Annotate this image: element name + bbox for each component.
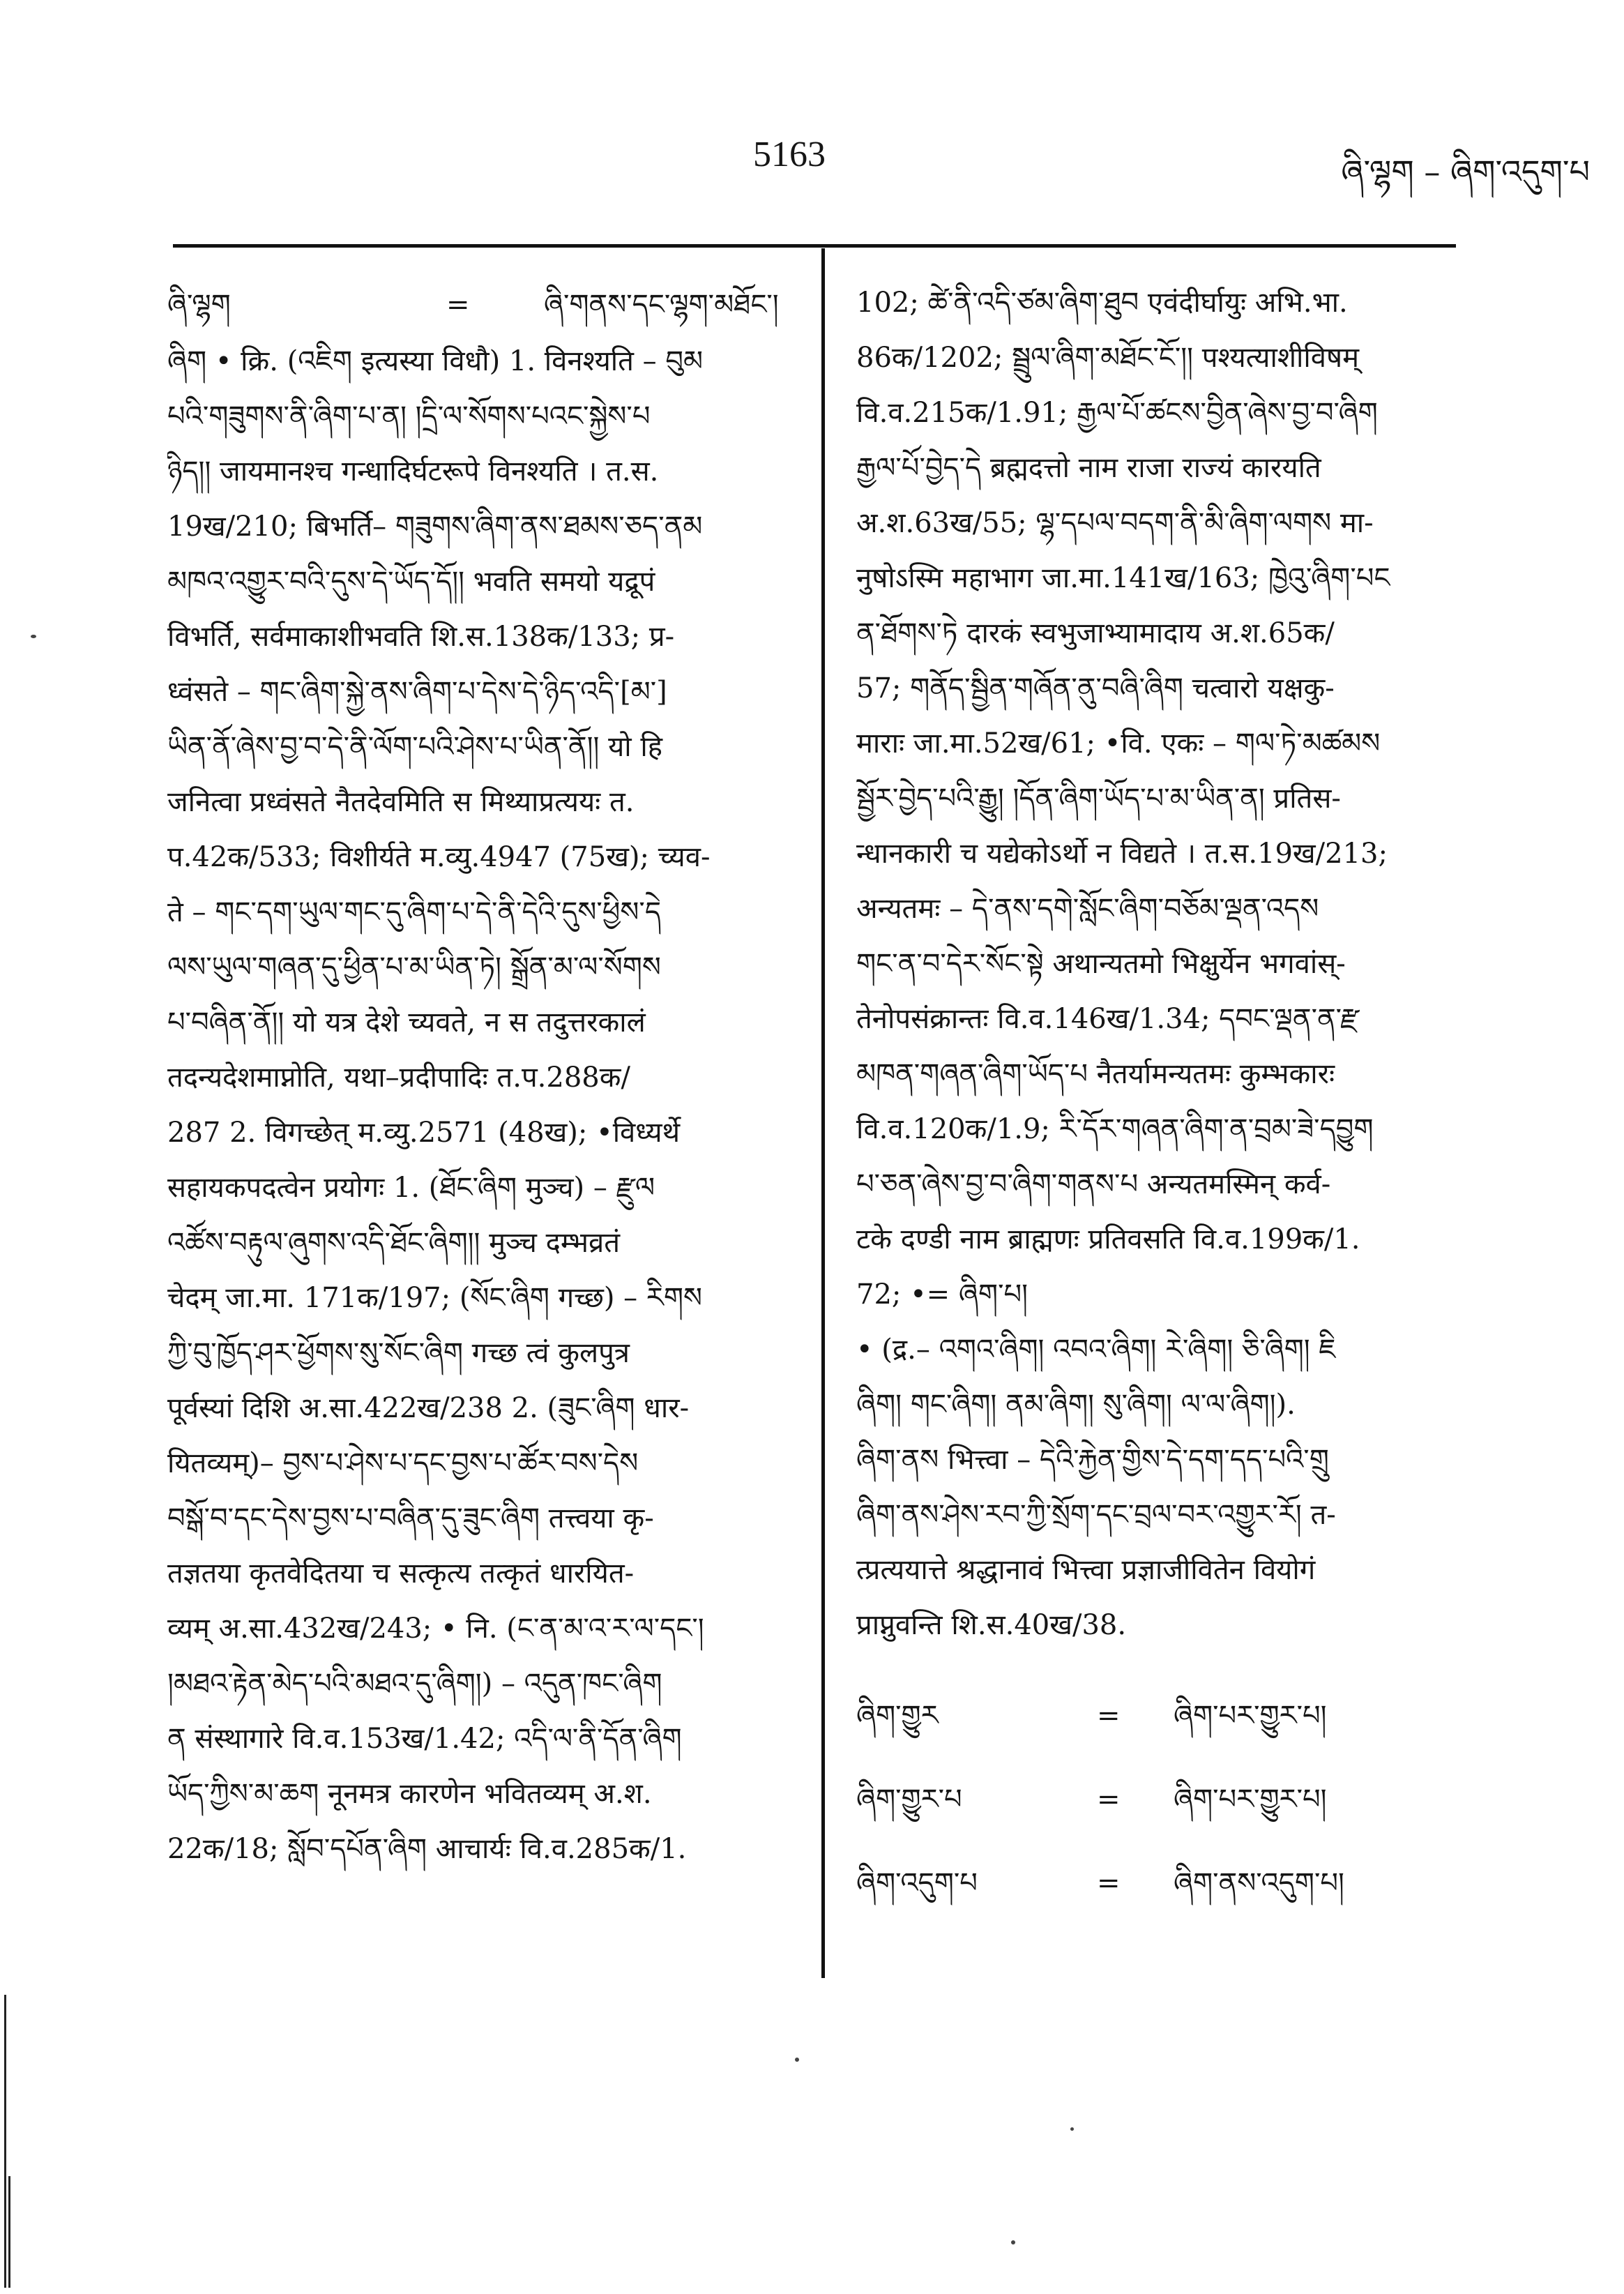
text-line: ཀྱི་བུ་ཁྱོད་ཤར་ཕྱོགས་སུ་སོང་ཞིག गच्छ त्वं कुलपुत्र — [167, 1337, 630, 1369]
text-line: ཡིན་ནོ་ཞེས་བྱ་བ་དེ་ནི་ལོག་པའི་ཤེས་པ་ཡིན་ནོ།། यो हि — [167, 731, 662, 763]
text-line: व्यम् अ.सा.432ख/243; • नि. (ང་ན་མ་འ་ར་ལ་དང་། — [167, 1613, 704, 1645]
cross-ref-headword: ཞིག་འདུག་པ — [856, 1866, 978, 1899]
text-line: माराः जा.मा.52ख/61; •वि. एकः – གལ་ཏེ་མཚམས — [856, 727, 1381, 760]
scan-margin-mark — [4, 1995, 6, 2288]
text-line: །མཐའ་རྟེན་མེད་པའི་མཐའ་དུ་ཞིག།) – འདུན་ཁང་ཞིག — [167, 1668, 662, 1700]
text-line: • (द्र.– འགའ་ཞིག། འབའ་ཞིག། རེ་ཞིག། ཅི་ཞིག། ཇི — [856, 1334, 1336, 1366]
text-line: 72; •= ཞིག་པ། — [856, 1278, 1028, 1311]
equals-sign: = — [1097, 1699, 1121, 1732]
text-line: वि.व.120क/1.9; རི་དོར་གཞན་ཞིག་ན་བྲམ་ཟེ་དབྱུག — [856, 1113, 1374, 1145]
cross-reference-entry — [856, 1841, 1470, 1925]
cross-ref-target: ཞིག་པར་གྱུར་པ། — [1174, 1699, 1327, 1732]
text-line: ཉིད།། जायमानश्च गन्धादिर्घटरूपे विनश्यति । त.स. — [167, 455, 659, 488]
text-line: विभर्ति, सर्वमाकाशीभवति शि.स.138क/133; प्र- — [167, 621, 675, 653]
text-line: གང་ན་བ་དེར་སོང་སྟེ अथान्यतमो भिक्षुर्येन भगवांस्- — [856, 948, 1346, 980]
column-divider — [821, 248, 825, 1978]
equals-sign: = — [1097, 1866, 1121, 1899]
text-line: नुषोऽस्मि महाभाग जा.मा.141ख/163; ཁྱེའུ་ཞིག་པང — [856, 562, 1390, 594]
text-line: ध्वंसते – གང་ཞིག་སྐྱེ་ནས་ཞིག་པ་དེས་དེ་ཉིད་འདི་[མ་] — [167, 676, 667, 708]
text-line: टके दण्डी नाम ब्राह्मणः प्रतिवसति वि.व.199क/1. — [856, 1223, 1360, 1255]
text-line: སྦྱོར་བྱེད་པའི་རྒྱུ། །དོན་ཞིག་ཡོད་པ་མ་ཡིན་ན། प्रतिस- — [856, 783, 1341, 815]
text-line: प्राप्नुवन्ति शि.स.40ख/38. — [856, 1609, 1127, 1641]
right-column — [856, 276, 1470, 1925]
text-line: ན་ཐོགས་ཏེ दारकं स्वभुजाभ्यामादाय अ.श.65क/ — [856, 617, 1335, 649]
text-line: མཁའ་འགྱུར་བའི་དུས་དེ་ཡོད་དོ།། भवति समयो यद्रूपं — [167, 566, 655, 598]
left-column — [167, 276, 795, 1877]
text-line: ते – གང་དག་ཡུལ་གང་དུ་ཞིག་པ་དེ་ནི་དེའི་དུས་ཕྱིས་དེ — [167, 896, 661, 928]
text-line: 102; ཚེ་ནི་འདི་ཙམ་ཞིག་ཐུབ एवंदीर्घायुः अभि.भा. — [856, 287, 1348, 319]
text-line: ཞིག་ནས भित्त्वा – དེའི་རྐྱེན་གྱིས་དེ་དག་དད་པའི་གྲུ — [856, 1444, 1329, 1476]
top-rule — [173, 244, 1456, 248]
cross-reference-entry — [856, 1758, 1470, 1841]
entry-gloss: ཞི་གནས་དང་ལྷག་མཐོང་། — [544, 288, 779, 321]
text-line: तदन्यदेशमाप्नोति, यथा–प्रदीपादिः त.प.288क/ — [167, 1062, 630, 1094]
cross-ref-headword: ཞིག་གྱུར — [856, 1699, 939, 1732]
text-line: तेनोपसंक्रान्तः वि.व.146ख/1.34; དབང་ལྡན་ན་རྫ — [856, 1003, 1360, 1035]
text-line: ལས་ཡུལ་གཞན་དུ་ཕྱིན་པ་མ་ཡིན་ཏེ། སྒྲོན་མ་ལ་སོགས — [167, 951, 661, 983]
scan-speck — [1070, 2127, 1074, 2131]
text-line: ཞིག་ནས་ཤེས་རབ་ཀྱི་སྲོག་དང་བྲལ་བར་འགྱུར་རོ། त- — [856, 1499, 1336, 1531]
page-number: 5163 — [753, 135, 826, 174]
text-line: पूर्वस्यां दिशि अ.सा.422ख/238 2. (ཟུང་ཞིག धार- — [167, 1392, 690, 1424]
right-column-body — [856, 276, 1470, 1653]
cross-ref-target: ཞིག་ནས་འདུག་པ། — [1174, 1866, 1344, 1899]
text-line: जनित्वा प्रध्वंसते नैतदेवमिति स मिथ्याप्रत्ययः त. — [167, 786, 635, 818]
text-line: རྒྱལ་པོ་བྱེད་དེ ब्रह्मदत्तो नाम राजा राज्यं कारयति — [856, 452, 1321, 484]
text-line: 57; གནོད་སྦྱིན་གཞོན་ནུ་བཞི་ཞིག चत्वारो यक्षकु- — [856, 672, 1335, 704]
text-line: चेदम् जा.मा. 171क/197; (སོང་ཞིག गच्छ) – རིགས — [167, 1282, 702, 1314]
text-line: 19ख/210; बिभर्ति– གཟུགས་ཞིག་ནས་ཐམས་ཅད་ནམ — [167, 511, 703, 543]
running-head: ཞི་ལྷག – ཞིག་འདུག་པ — [1341, 153, 1590, 190]
text-line: प.42क/533; विशीर्यते म.व्यु.4947 (75ख); च्यव- — [167, 841, 711, 873]
text-line: ཞིག། གང་ཞིག། ནམ་ཞིག། སུ་ཞིག། ལ་ལ་ཞིག།). — [856, 1389, 1296, 1421]
text-line: तज्ञतया कृतवेदितया च सत्कृत्य तत्कृतं धारयित- — [167, 1557, 635, 1590]
left-column-body — [167, 334, 795, 1877]
text-line: པའི་གཟུགས་ནི་ཞིག་པ་ན། །དྲི་ལ་སོགས་པའང་སྐྱེས་པ — [167, 400, 651, 432]
scan-speck — [1011, 2240, 1015, 2244]
scan-speck — [31, 635, 36, 638]
cross-ref-gap — [856, 1653, 1470, 1674]
text-line: सहायकपदत्वेन प्रयोगः 1. (ཐོང་ཞིག मुञ्च) – རྫུལ — [167, 1172, 655, 1204]
cross-ref-headword: ཞིག་གྱུར་པ — [856, 1783, 962, 1816]
text-line: འཚོས་བརྟུལ་ཞུགས་འདི་ཐོང་ཞིག།། मुञ्च दम्भव्रतं — [167, 1227, 620, 1259]
text-line: अ.श.63ख/55; ལྷ་དཔལ་བདག་ནི་མི་ཞིག་ལགས मा- — [856, 507, 1374, 539]
first-entry — [167, 276, 795, 334]
text-line: त्प्रत्ययात्ते श्रद्धानावं भित्त्वा प्रज्ञाजीवितेन वियोगं — [856, 1554, 1316, 1586]
text-line: 86क/1202; སྦྲུལ་ཞིག་མཐོང་ངོ་།། पश्यत्याशीविषम् — [856, 342, 1360, 374]
cross-ref-target: ཞིག་པར་གྱུར་པ། — [1174, 1783, 1327, 1816]
text-line: वि.व.215क/1.91; རྒྱལ་པོ་ཚངས་བྱིན་ཞེས་བྱ་བ་ཞིག — [856, 397, 1378, 429]
text-line: བསྒོ་བ་དང་དེས་བྱས་པ་བཞིན་དུ་ཟུང་ཞིག तत्त्वया कृ- — [167, 1502, 654, 1534]
text-line: अन्यतमः – དེ་ནས་དགེ་སློང་ཞིག་བཅོམ་ལྡན་འདས — [856, 893, 1319, 925]
cross-reference-list — [856, 1674, 1470, 1925]
text-line: པ་བཞིན་ནོ།། यो यत्र देशे च्यवते, न स तदुत्तरकालं — [167, 1006, 646, 1039]
text-line: ན संस्थागारे वि.व.153ख/1.42; འདི་ལ་ནི་དོན་ཞིག — [167, 1723, 682, 1755]
cross-reference-entry — [856, 1674, 1470, 1758]
equals-sign: = — [1097, 1783, 1121, 1816]
text-line: པ་ཅན་ཞེས་བྱ་བ་ཞིག་གནས་པ अन्यतमस्मिन् कर्व- — [856, 1168, 1331, 1200]
text-line: 22क/18; སློབ་དཔོན་ཞིག आचार्यः वि.व.285क/1. — [167, 1833, 687, 1865]
text-line: न्धानकारी च यद्येकोऽर्थो न विद्यते । त.स.19ख/213; — [856, 838, 1388, 870]
text-line: ཡོད་ཀྱིས་མ་ཆག नूनमत्र कारणेन भवितव्यम् अ.श. — [167, 1778, 652, 1810]
scan-margin-mark — [8, 2176, 10, 2288]
text-line: མཁན་གཞན་ཞིག་ཡོད་པ नैतर्यामन्यतमः कुम्भकारः — [856, 1058, 1335, 1090]
text-line: यितव्यम्)– བྱས་པ་ཤེས་པ་དང་བྱས་པ་ཚོར་བས་དེས — [167, 1447, 639, 1479]
equals-sign: = — [446, 288, 470, 321]
entry-headword: ཞི་ལྷག — [167, 288, 231, 321]
text-line: ཞིག • क्रि. (འཇིག इत्यस्या विधौ) 1. विनश्यति – བུམ — [167, 345, 704, 377]
text-line: 287 2. विगच्छेत् म.व्यु.2571 (48ख); •विध्यर्थे — [167, 1117, 681, 1149]
scan-speck — [795, 2058, 799, 2062]
